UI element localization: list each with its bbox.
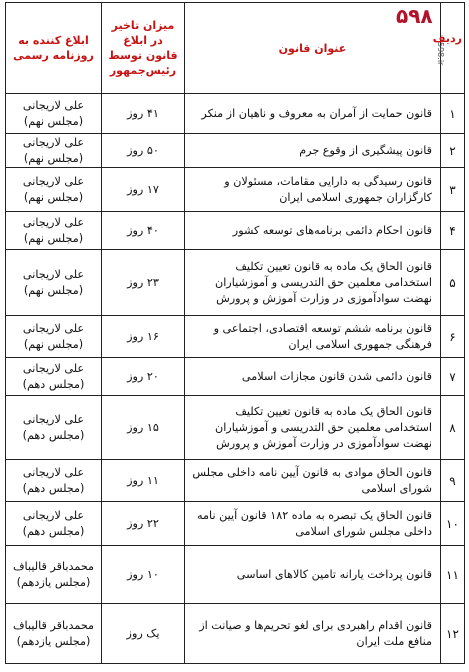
cell-announcer: علی لاریجانی (مجلس نهم) — [6, 250, 102, 316]
cell-delay: ۲۳ روز — [102, 250, 185, 316]
table-row — [6, 212, 465, 250]
cell-delay: ۱۱ روز — [102, 460, 185, 502]
cell-delay: ۱۵ روز — [102, 396, 185, 460]
cell-delay: ۱۷ روز — [102, 168, 185, 212]
cell-announcer: علی لاریجانی (مجلس دهم) — [6, 460, 102, 502]
table-row — [6, 604, 465, 664]
brand-site-text: 598.ir — [436, 42, 445, 66]
header-row-number-label: ردیف — [432, 32, 462, 45]
table-row — [6, 250, 465, 316]
cell-delay: ۴۱ روز — [102, 94, 185, 134]
cell-delay: ۵۰ روز — [102, 134, 185, 168]
cell-announcer: محمدباقر قالیباف (مجلس یازدهم) — [6, 546, 102, 604]
cell-row-number: ۱۰ — [441, 502, 465, 546]
cell-law-title: قانون برنامه ششم توسعه اقتصادی، اجتماعی و فرهنگی جمهوری اسلامی ایران — [185, 316, 441, 358]
cell-announcer: علی لاریجانی (مجلس نهم) — [6, 212, 102, 250]
cell-law-title: قانون الحاق یک ماده به قانون تعیین تکلیف استخدامی معلمین حق التدریسی و آموزشیاران نهضت سوادآموزی در وزارت آموزش و پرورش — [185, 250, 441, 316]
cell-row-number: ۷ — [441, 358, 465, 396]
table-row — [6, 94, 465, 134]
cell-delay: ۱۶ روز — [102, 316, 185, 358]
table-row — [6, 316, 465, 358]
laws-table — [5, 2, 465, 664]
cell-law-title: قانون الحاق یک ماده به قانون تعیین تکلیف استخدامی معلمین حق التدریسی و آموزشیاران نهضت سوادآموزی در وزارت آموزش و پرورش — [185, 396, 441, 460]
cell-row-number: ۸ — [441, 396, 465, 460]
table-row — [6, 168, 465, 212]
cell-law-title: قانون احکام دائمی برنامه‌های توسعه کشور — [185, 212, 441, 250]
table-body — [6, 94, 465, 664]
cell-row-number: ۴ — [441, 212, 465, 250]
table-row — [6, 358, 465, 396]
cell-law-title: قانون الحاق یک تبصره به ماده ۱۸۲ قانون آیین نامه داخلی مجلس شورای اسلامی — [185, 502, 441, 546]
cell-delay: ۱۰ روز — [102, 546, 185, 604]
cell-row-number: ۶ — [441, 316, 465, 358]
table-row — [6, 502, 465, 546]
cell-law-title: قانون پرداخت یارانه تامین کالاهای اساسی — [185, 546, 441, 604]
cell-announcer: علی لاریجانی (مجلس نهم) — [6, 94, 102, 134]
cell-announcer: علی لاریجانی (مجلس دهم) — [6, 502, 102, 546]
header-announcer: ابلاغ کننده به روزنامه رسمی — [6, 3, 102, 94]
cell-law-title: قانون رسیدگی به دارایی مقامات، مسئولان و کارگزاران جمهوری اسلامی ایران — [185, 168, 441, 212]
cell-announcer: محمدباقر قالیباف (مجلس یازدهم) — [6, 604, 102, 664]
cell-announcer: علی لاریجانی (مجلس دهم) — [6, 396, 102, 460]
header-law-title: عنوان قانون — [185, 3, 441, 94]
cell-law-title: قانون اقدام راهبردی برای لغو تحریم‌ها و صیانت از منافع ملت ایران — [185, 604, 441, 664]
cell-row-number: ۹ — [441, 460, 465, 502]
cell-row-number: ۱۱ — [441, 546, 465, 604]
brand-watermark — [396, 4, 445, 66]
cell-law-title: قانون حمایت از آمران به معروف و ناهیان از منکر — [185, 94, 441, 134]
table-row — [6, 546, 465, 604]
cell-law-title: قانون پیشگیری از وقوع جرم — [185, 134, 441, 168]
cell-row-number: ۱۲ — [441, 604, 465, 664]
brand-logo: ۵۹۸ — [396, 4, 433, 28]
cell-delay: یک روز — [102, 604, 185, 664]
cell-law-title: قانون الحاق موادی به قانون آیین نامه داخلی مجلس شورای اسلامی — [185, 460, 441, 502]
cell-row-number: ۳ — [441, 168, 465, 212]
cell-announcer: علی لاریجانی (مجلس نهم) — [6, 168, 102, 212]
cell-law-title: قانون دائمی شدن قانون مجازات اسلامی — [185, 358, 441, 396]
table-row — [6, 134, 465, 168]
cell-row-number: ۵ — [441, 250, 465, 316]
cell-announcer: علی لاریجانی (مجلس دهم) — [6, 358, 102, 396]
table-row — [6, 460, 465, 502]
header-delay: میزان تاخیر در ابلاغ قانون توسط رئیس‌جمهور — [102, 3, 185, 94]
cell-announcer: علی لاریجانی (مجلس نهم) — [6, 134, 102, 168]
cell-delay: ۲۲ روز — [102, 502, 185, 546]
cell-row-number: ۱ — [441, 94, 465, 134]
table-row — [6, 396, 465, 460]
cell-row-number: ۲ — [441, 134, 465, 168]
cell-announcer: علی لاریجانی (مجلس نهم) — [6, 316, 102, 358]
cell-delay: ۴۰ روز — [102, 212, 185, 250]
cell-delay: ۲۰ روز — [102, 358, 185, 396]
